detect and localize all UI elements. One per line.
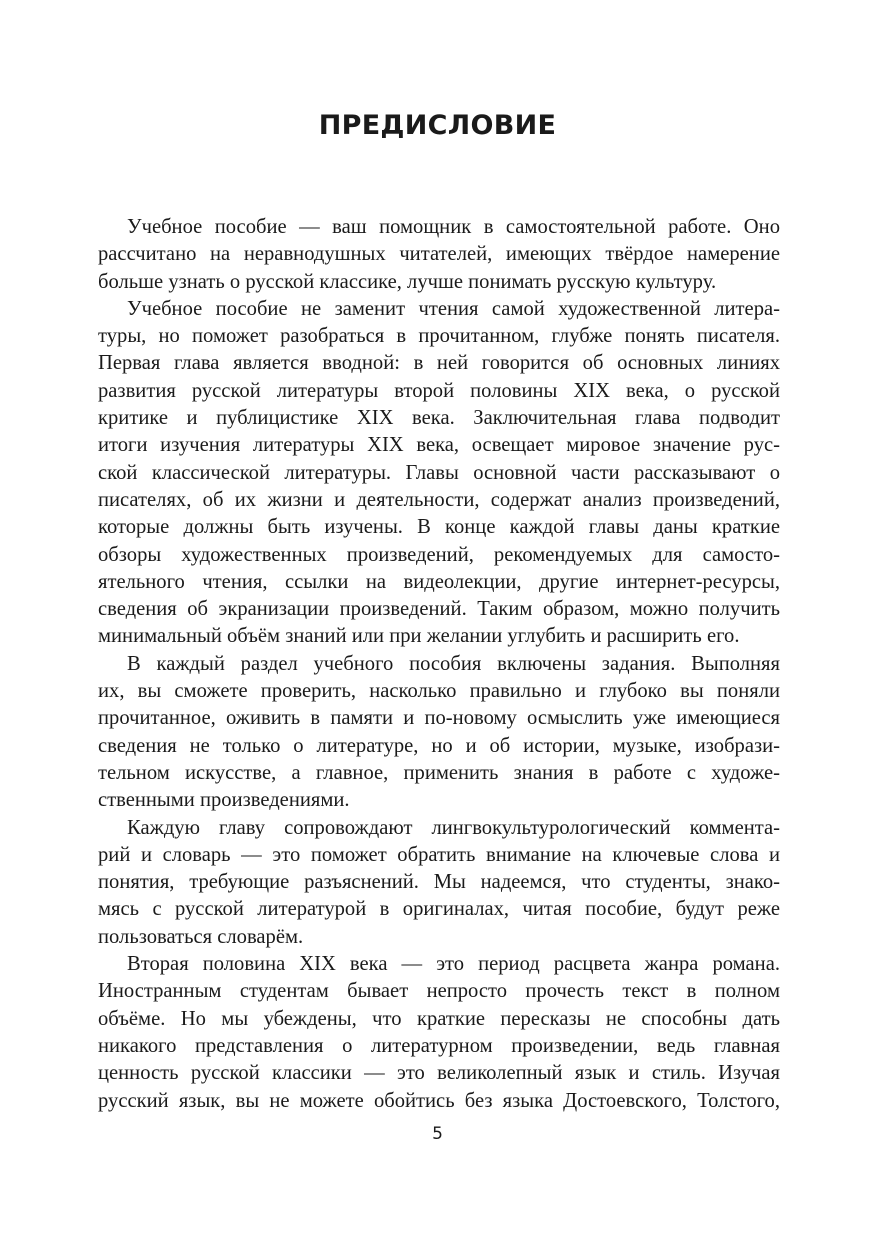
text-line: писателях, об их жизни и деятельности, содержат анализ произведений, [98, 488, 780, 511]
paragraph [98, 651, 780, 815]
text-line: развития русской литературы второй половины XIX века, о русской [98, 379, 780, 402]
text-line: сведения об экранизации произведений. Таким образом, можно получить [98, 598, 780, 621]
text-line: Иностранным студентам бывает непросто прочесть текст в полном [98, 980, 780, 1003]
text-line: которые должны быть изучены. В конце каждой главы даны краткие [98, 516, 780, 539]
text-line: прочитанное, оживить в памяти и по-новому осмыслить уже имеющиеся [98, 707, 780, 730]
text-line: ценность русской классики — это великолепный язык и стиль. Изучая [98, 1062, 780, 1085]
text-line: Учебное пособие не заменит чтения самой художественной литера- [127, 297, 780, 320]
text-line: туры, но поможет разобраться в прочитанном, глубже понять писателя. [98, 325, 780, 348]
text-line: ятельного чтения, ссылки на видеолекции, другие интернет-ресурсы, [98, 570, 780, 593]
paragraph [98, 214, 780, 296]
text-line: обзоры художественных произведений, рекомендуемых для самосто- [98, 543, 780, 566]
text-line: В каждый раздел учебного пособия включены задания. Выполняя [127, 652, 780, 675]
text-line: ственными произведениями. [98, 789, 350, 812]
text-line: их, вы сможете проверить, насколько правильно и глубоко вы поняли [98, 680, 780, 703]
preface-body [98, 214, 780, 1115]
text-line: пользоваться словарём. [98, 925, 304, 948]
text-line: сведения не только о литературе, но и об истории, музыке, изобрази- [98, 734, 780, 757]
page-number: 5 [432, 1124, 443, 1144]
text-line: Учебное пособие — ваш помощник в самостоятельной работе. Оно [127, 216, 780, 238]
text-line: минимальный объём знаний или при желании углубить и расширить его. [98, 625, 740, 648]
text-line: Первая глава является вводной: в ней говорится об основных линиях [98, 352, 780, 375]
text-line: объёме. Но мы убеждены, что краткие пересказы не способны дать [98, 1007, 780, 1030]
text-line: никакого представления о литературном произведении, ведь главная [98, 1034, 780, 1057]
text-line: критике и публицистике XIX века. Заключительная глава подводит [98, 407, 780, 430]
text-line: больше узнать о русской классике, лучше понимать русскую культуру. [98, 270, 717, 293]
text-line: русский язык, вы не можете обойтись без языка Достоевского, Толстого, [98, 1089, 780, 1112]
text-line: рассчитано на неравнодушных читателей, имеющих твёрдое намерение [98, 243, 780, 266]
text-line: Каждую главу сопровождают лингвокультурологический коммента- [127, 816, 780, 839]
text-line: ской классической литературы. Главы основной части рассказывают о [98, 461, 780, 484]
text-line: итоги изучения литературы XIX века, освещает мировое значение рус- [98, 434, 780, 457]
text-line: Вторая половина XIX века — это период расцвета жанра романа. [127, 953, 780, 976]
text-line: рий и словарь — это поможет обратить внимание на ключевые слова и [98, 843, 780, 866]
paragraph [98, 951, 780, 1115]
paragraph [98, 815, 780, 951]
text-line: понятия, требующие разъяснений. Мы надеемся, что студенты, знако- [98, 871, 780, 894]
page-title: ПРЕДИСЛОВИЕ [318, 110, 557, 141]
paragraph [98, 296, 780, 651]
text-line: мясь с русской литературой в оригиналах, читая пособие, будут реже [98, 898, 780, 921]
text-line: тельном искусстве, а главное, применить знания в работе с художе- [98, 761, 780, 784]
